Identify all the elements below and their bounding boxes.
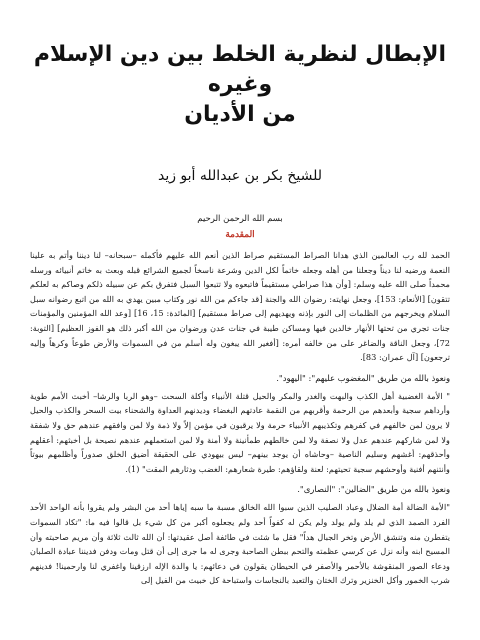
document-title (30, 40, 450, 130)
paragraph-dalin: ونعوذ بالله من طريق "الضالين": "النصارى". (297, 484, 450, 495)
title-line-1: الإبطال لنظرية الخلط بين دين الإسلام وغيره (33, 42, 447, 97)
paragraph-yahud: " الأمة الغضبية أهل الكذب والبهت والغدر والمكر والحيل قتلة الأنبياء وأكلة السحت –وهو الربا والرشا– أخبث الأمم طوية وأرداهم سجية وأبعدهم من الرحمة وأقربهم من النقمة عادتهم البغضاء وديدنهم العداوة والشحناء بيت السحر والكذب والحيل لا يرون لمن خالفهم في كفرهم وتكذيبهم الأنبياء حرمة ولا يرقبون في مؤمن إلاً ولا ذمة ولا لمن وافقهم عندهم حق ولا شفقة ولا لمن شاركهم عندهم عدل ولا نصفة ولا لمن خالطهم طمأنينة ولا أمنة ولا لمن استعملهم عندهم نصيحة بل أخبثهم: أعقلهم وأحذقهم: أغشهم وسليم الناصية –وحاشاه أن يوجد بينهم– ليس بيهودي على الحقيقة أضيق الخلق صدوراً وأظلمهم بيوتاً وأنتنهم أفنية وأوحشهم سجية تحيتهم: لعنة ولقاؤهم: طيرة شعارهم: الغضب ودثارهم المقت" (1). (30, 390, 450, 474)
paragraph-intro: الحمد لله رب العالمين الذي هدانا الصراط المستقيم صراط الذين أنعم الله عليهم فأكمله –سبحانه– لنا ديننا وأتم به علينا النعمة ورضيه لنا ديناً وجعلنا من أهله وجعله خاتماً لكل الدين وشرعة ناسخاً لجميع الشرائع قبله وبعث به خاتم أنبيائه ورسله محمداً صلى الله عليه وسلم: [وأن هذا صراطي مستقيماً فاتبعوه ولا تتبعوا السبل فتفرق بكم عن سبيله ذلكم وصاكم به لعلكم تتقون] [الأنعام: 153]، وجعل نهايته: رضوان الله والجنة [قد جاءكم من الله نور وكتاب مبين يهدي به الله من اتبع رضوانه سبل السلام ويخرجهم من الظلمات إلى النور بإذنه ويهديهم إلى صراط مستقيم] [المائدة: 15، 16] [وعد الله المؤمنين والمؤمنات جنات تجري من تحتها الأنهار خالدين فيها ومساكن طيبة في جنات عدن ورضوان من الله أكبر ذلك هو الفوز العظيم] [التوبة: 72]، وجعل الناقة والضاغر على من خالفه أمره: [أفغير الله يبغون وله أسلم من في السموات والأرض طوعاً وكرهاً وإليه ترجعون] [آل عمران: 83]. (30, 250, 451, 363)
basmala: بسم الله الرحمن الرحيم (197, 214, 283, 224)
paragraph-nasara: "الأمة الضالة أمة الضلال وعباد الصليب الذين سبوا الله الخالق مسبة ما سبه إياها أحد من البشر ولم يقروا بأنه الواحد الأحد الفرد الصمد الذي لم يلد ولم يولد ولم يكن له كفواً أحد ولم يجعلوه أكبر من كل شيء بل قالوا فيه ما: "تكاد السموات يتفطرن منه وتنشق الأرض وتخر الجبال هداً" فقل ما شئت في طائفة أصل عقيدتها: أن الله ثالث ثلاثة وأن مريم صاحبته وأن المسيح ابنه وأنه نزل عن كرسي عظمته والتحم ببطن الصاحبة وجرى له ما جرى إلى أن قتل ومات ودفن فديننا عبادة الصلبان ودعاء الصور المنقوشة بالأحمر والأصفر في الحيطان يقولون في دعائهم: يا والدة الإله ارزقينا واغفري لنا وارحمينا! فدينهم شرب الخمور وأكل الخنزير وترك الختان والتعبد بالنجاسات واستباحة كل خبيث من الفيل إلى (30, 502, 450, 586)
paragraph-maghdoub: ونعوذ بالله من طريق "المغضوب عليهم": "اليهود". (276, 372, 450, 383)
title-line-2: من الأديان (184, 102, 296, 127)
author-name: للشيخ بكر بن عبدالله أبو زيد (157, 168, 323, 184)
intro-heading: المقدمة (225, 230, 255, 240)
